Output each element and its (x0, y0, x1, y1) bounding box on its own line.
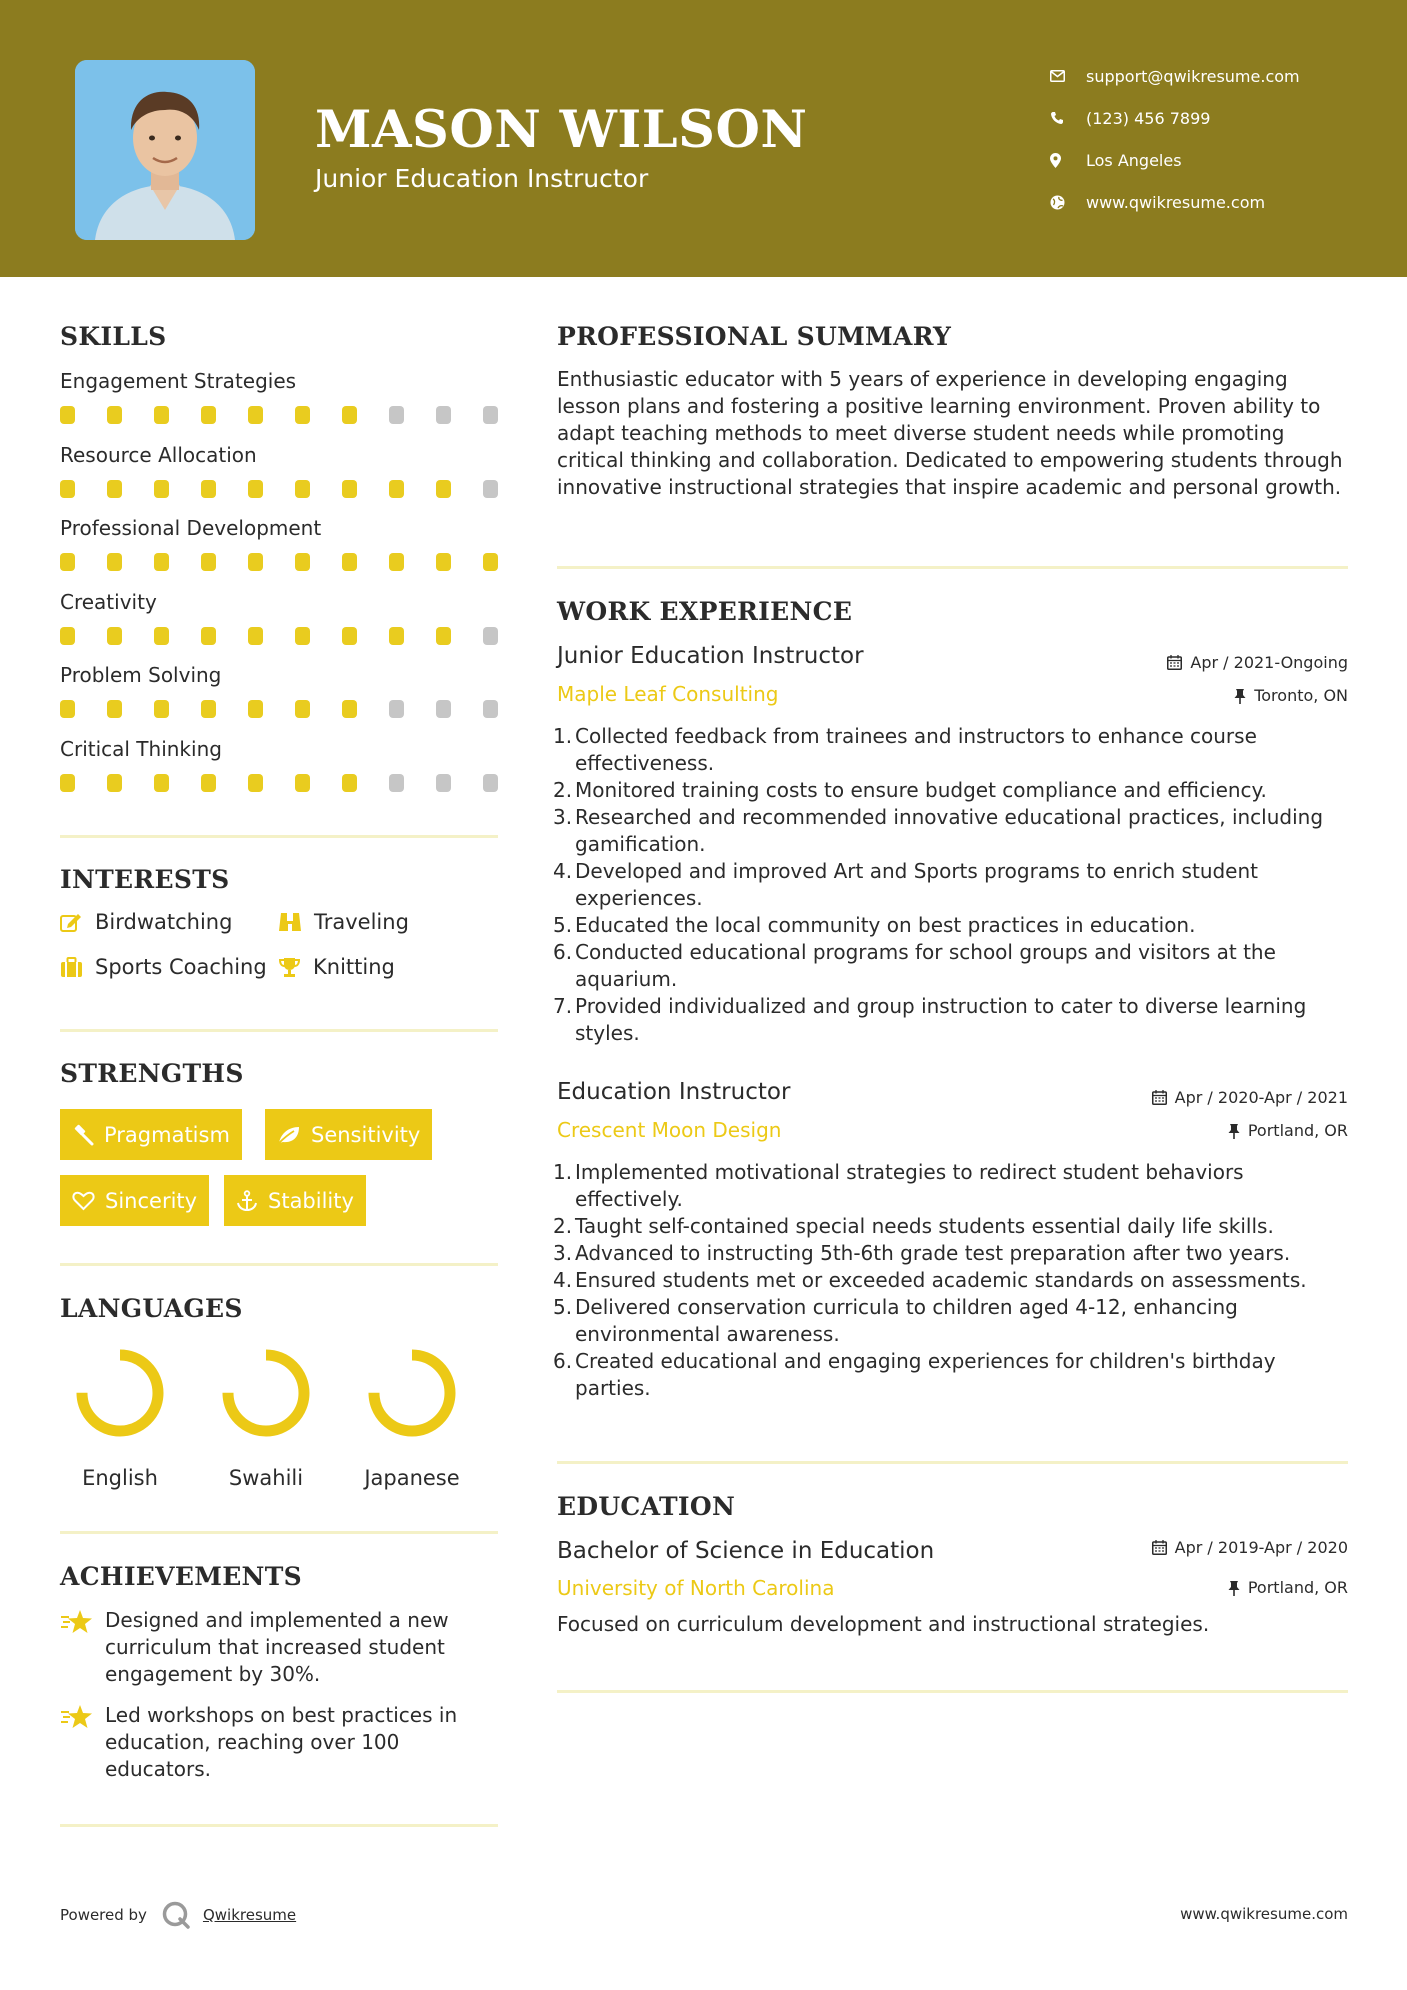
bullet-number: 6. (553, 1349, 573, 1373)
skill-dot-filled (154, 774, 169, 792)
job-bullet (553, 777, 1353, 804)
job-bullet (553, 1240, 1353, 1267)
interests-heading: INTERESTS (60, 865, 230, 894)
job-company: Crescent Moon Design (557, 1118, 782, 1142)
skill-rating (60, 480, 500, 498)
language-item (60, 1348, 180, 1490)
interest-item (60, 955, 267, 979)
skill-dot-filled (295, 774, 310, 792)
bullet-number: 2. (553, 1214, 573, 1238)
job-location-text: Toronto, ON (1254, 686, 1348, 705)
candidate-name: MASON WILSON (315, 100, 808, 160)
achievement-text: Designed and implemented a new curriculum that increased student engagement by 30%. (105, 1608, 449, 1686)
job-dates-text: Apr / 2021-Ongoing (1190, 653, 1348, 672)
job-dates-text: Apr / 2020-Apr / 2021 (1174, 1088, 1348, 1107)
education-location-text: Portland, OR (1247, 1578, 1348, 1597)
skill-rating (60, 627, 500, 645)
skill-label: Engagement Strategies (60, 369, 297, 393)
job-bullet-list (553, 723, 1353, 1047)
strength-tag (60, 1175, 209, 1226)
bullet-number: 1. (553, 1160, 573, 1184)
job-bullet (553, 804, 1353, 858)
section-divider (557, 1461, 1348, 1464)
skill-dot-filled (201, 406, 216, 424)
section-divider (557, 566, 1348, 569)
profile-photo (75, 60, 255, 240)
language-ring (68, 1348, 172, 1438)
skill-dot-empty (483, 627, 498, 645)
heart-icon (72, 1191, 95, 1211)
skill-dot-filled (154, 406, 169, 424)
education-dates-text: Apr / 2019-Apr / 2020 (1174, 1538, 1348, 1557)
footer-powered-by (60, 1900, 296, 1930)
job-location (1234, 686, 1348, 705)
skill-dot-empty (483, 480, 498, 498)
skill-dot-filled (201, 627, 216, 645)
job-location-text: Portland, OR (1247, 1121, 1348, 1140)
pushpin-icon (1234, 688, 1246, 704)
skill-dot-filled (107, 480, 122, 498)
strengths-heading: STRENGTHS (60, 1059, 244, 1088)
skill-label: Critical Thinking (60, 737, 222, 761)
powered-by-text: Powered by (60, 1906, 147, 1924)
language-item (206, 1348, 326, 1490)
anchor-icon (236, 1190, 258, 1212)
language-ring (360, 1348, 464, 1438)
resume-header (0, 0, 1407, 277)
skill-dot-filled (60, 774, 75, 792)
bullet-number: 2. (553, 778, 573, 802)
contact-info (1050, 55, 1390, 223)
skill-dot-filled (342, 627, 357, 645)
skill-dot-filled (436, 553, 451, 571)
skill-dot-filled (295, 406, 310, 424)
skill-dot-filled (107, 406, 122, 424)
bullet-text: Researched and recommended innovative educational practices, including gamification. (575, 805, 1324, 856)
calendar-icon (1152, 1540, 1167, 1555)
skill-rating (60, 700, 500, 718)
skill-dot-filled (342, 406, 357, 424)
skill-dot-filled (342, 774, 357, 792)
skill-dot-filled (154, 553, 169, 571)
section-divider (60, 1824, 498, 1827)
skill-dot-filled (342, 700, 357, 718)
education-degree: Bachelor of Science in Education (557, 1538, 935, 1564)
skill-dot-filled (295, 480, 310, 498)
skill-dot-filled (107, 774, 122, 792)
interest-item (278, 910, 409, 934)
skill-dot-filled (248, 774, 263, 792)
skill-label: Creativity (60, 590, 157, 614)
skill-dot-filled (201, 774, 216, 792)
skill-dot-empty (389, 700, 404, 718)
education-school: University of North Carolina (557, 1576, 835, 1600)
skill-dot-empty (389, 774, 404, 792)
skill-dot-filled (107, 700, 122, 718)
job-bullet (553, 939, 1353, 993)
skill-dot-filled (295, 553, 310, 571)
job-dates (1152, 1088, 1348, 1107)
bullet-text: Implemented motivational strategies to redirect student behaviors effectively. (575, 1160, 1244, 1211)
skill-dot-filled (60, 700, 75, 718)
envelope-icon (1050, 70, 1086, 82)
map-pin-icon (1050, 153, 1086, 168)
skill-dot-filled (436, 480, 451, 498)
interest-item (60, 910, 232, 934)
job-title: Junior Education Instructor (557, 643, 864, 669)
avatar-illustration (75, 60, 255, 240)
interest-label: Traveling (314, 910, 409, 934)
skill-dot-filled (60, 480, 75, 498)
skill-rating (60, 553, 500, 571)
skill-dot-filled (60, 627, 75, 645)
skill-label: Problem Solving (60, 663, 222, 687)
bullet-text: Educated the local community on best practices in education. (575, 913, 1196, 937)
job-company: Maple Leaf Consulting (557, 682, 779, 706)
skill-dot-empty (436, 774, 451, 792)
contact-website[interactable] (1050, 181, 1390, 223)
skill-dot-filled (436, 627, 451, 645)
skill-dot-filled (389, 627, 404, 645)
bullet-text: Developed and improved Art and Sports programs to enrich student experiences. (575, 859, 1259, 910)
skill-dot-empty (436, 700, 451, 718)
pushpin-icon (1228, 1123, 1240, 1139)
phone-icon (1050, 111, 1086, 125)
skill-dot-filled (154, 627, 169, 645)
star-icon (60, 1702, 105, 1783)
languages-heading: LANGUAGES (60, 1294, 243, 1323)
contact-location (1050, 139, 1390, 181)
job-bullet (553, 1213, 1353, 1240)
interest-label: Birdwatching (95, 910, 233, 934)
interest-item (278, 955, 395, 979)
language-ring (214, 1348, 318, 1438)
skill-dot-filled (248, 553, 263, 571)
section-divider (60, 1029, 498, 1032)
summary-heading: PROFESSIONAL SUMMARY (557, 322, 952, 351)
skill-dot-filled (248, 480, 263, 498)
email-text: support@qwikresume.com (1086, 66, 1300, 86)
achievement-item (60, 1607, 500, 1688)
edit-icon (60, 912, 83, 933)
candidate-role: Junior Education Instructor (315, 164, 649, 193)
strength-label: Pragmatism (104, 1122, 230, 1147)
bullet-number: 3. (553, 1241, 573, 1265)
strength-label: Sensitivity (311, 1122, 421, 1147)
skill-dot-filled (201, 553, 216, 571)
bullet-text: Provided individualized and group instruction to cater to diverse learning styles. (575, 994, 1307, 1045)
language-level-arc (374, 1355, 450, 1431)
strength-label: Stability (268, 1188, 354, 1213)
skill-dot-filled (201, 700, 216, 718)
strength-tag (265, 1109, 432, 1160)
job-bullet (553, 858, 1353, 912)
language-label: English (82, 1466, 158, 1490)
job-bullet (553, 1267, 1353, 1294)
job-bullet (553, 912, 1353, 939)
bullet-text: Conducted educational programs for school groups and visitors at the aquarium. (575, 940, 1276, 991)
job-bullet (553, 723, 1353, 777)
job-bullet (553, 1159, 1353, 1213)
strength-label: Sincerity (105, 1188, 198, 1213)
experience-heading: WORK EXPERIENCE (557, 597, 853, 626)
strength-tag (224, 1175, 366, 1226)
bullet-text: Taught self-contained special needs students essential daily life skills. (575, 1214, 1274, 1238)
bullet-number: 3. (553, 805, 573, 829)
footer-website[interactable]: www.qwikresume.com (1180, 1905, 1348, 1923)
skill-dot-filled (154, 700, 169, 718)
bullet-number: 7. (553, 994, 573, 1018)
language-item (352, 1348, 472, 1490)
binoculars-icon (278, 911, 302, 933)
website-text: www.qwikresume.com (1086, 192, 1266, 212)
achievements-heading: ACHIEVEMENTS (60, 1562, 302, 1591)
skill-dot-empty (436, 406, 451, 424)
section-divider (60, 1263, 498, 1266)
bullet-number: 4. (553, 1268, 573, 1292)
section-divider (60, 1531, 498, 1534)
bullet-number: 4. (553, 859, 573, 883)
skill-dot-filled (248, 700, 263, 718)
skill-dot-filled (342, 480, 357, 498)
skill-dot-empty (389, 406, 404, 424)
skill-label: Resource Allocation (60, 443, 257, 467)
education-location (1228, 1578, 1348, 1597)
skill-dot-empty (483, 406, 498, 424)
skill-dot-filled (342, 553, 357, 571)
job-bullet (553, 993, 1353, 1047)
education-dates (1152, 1538, 1348, 1557)
bullet-number: 5. (553, 913, 573, 937)
location-text: Los Angeles (1086, 150, 1182, 170)
qwikresume-link[interactable]: Qwikresume (202, 1906, 297, 1924)
skill-dot-empty (483, 774, 498, 792)
language-level-arc (228, 1355, 304, 1431)
skill-dot-filled (248, 627, 263, 645)
language-label: Japanese (364, 1466, 460, 1490)
job-location (1228, 1121, 1348, 1140)
bullet-text: Collected feedback from trainees and instructors to enhance course effectiveness. (575, 724, 1257, 775)
interest-label: Sports Coaching (95, 955, 267, 979)
bullet-text: Delivered conservation curricula to children aged 4-12, enhancing environmental awareness. (575, 1295, 1238, 1346)
language-label: Swahili (228, 1466, 304, 1490)
skill-label: Professional Development (60, 516, 322, 540)
globe-icon (1050, 195, 1086, 210)
pushpin-icon (1228, 1580, 1240, 1596)
job-bullet-list (553, 1159, 1353, 1402)
phone-text: (123) 456 7899 (1086, 108, 1211, 128)
skill-rating (60, 774, 500, 792)
strength-tag (60, 1109, 242, 1160)
skill-dot-filled (295, 700, 310, 718)
skill-dot-filled (154, 480, 169, 498)
bullet-number: 1. (553, 724, 573, 748)
skill-dot-empty (483, 700, 498, 718)
skill-dot-filled (248, 406, 263, 424)
briefcase-icon (60, 957, 83, 978)
skill-dot-filled (389, 480, 404, 498)
bullet-text: Created educational and engaging experiences for children's birthday parties. (575, 1349, 1276, 1400)
section-divider (60, 835, 498, 838)
education-description: Focused on curriculum development and instructional strategies. (557, 1612, 1210, 1636)
gavel-icon (72, 1124, 94, 1146)
summary-text: Enthusiastic educator with 5 years of experience in developing engaging lesson plans and fostering a positive learning environment. Proven ability to adapt teaching methods to meet diverse student needs while promoting critical thinking and collaboration. Dedicated to empowering students through innovative instructional strategies that inspire academic and personal growth. (557, 367, 1343, 499)
language-level-arc (82, 1355, 158, 1431)
trophy-icon (278, 957, 301, 978)
bullet-text: Advanced to instructing 5th-6th grade test preparation after two years. (575, 1241, 1291, 1265)
job-dates (1167, 653, 1348, 672)
star-icon (60, 1607, 105, 1688)
skill-dot-filled (201, 480, 216, 498)
calendar-icon (1167, 655, 1182, 670)
skill-dot-filled (60, 406, 75, 424)
contact-phone[interactable] (1050, 97, 1390, 139)
bullet-text: Monitored training costs to ensure budget compliance and efficiency. (575, 778, 1267, 802)
skill-dot-filled (483, 553, 498, 571)
achievement-text: Led workshops on best practices in education, reaching over 100 educators. (105, 1703, 458, 1781)
skill-dot-filled (389, 553, 404, 571)
skill-dot-filled (60, 553, 75, 571)
education-heading: EDUCATION (557, 1492, 736, 1521)
achievement-item (60, 1702, 500, 1783)
job-bullet (553, 1294, 1353, 1348)
bullet-number: 5. (553, 1295, 573, 1319)
skill-rating (60, 406, 500, 424)
job-bullet (553, 1348, 1353, 1402)
interest-label: Knitting (313, 955, 395, 979)
skill-dot-filled (295, 627, 310, 645)
skills-heading: SKILLS (60, 322, 167, 351)
calendar-icon (1152, 1090, 1167, 1105)
job-title: Education Instructor (557, 1079, 791, 1105)
section-divider (557, 1690, 1348, 1693)
contact-email[interactable] (1050, 55, 1390, 97)
skill-dot-filled (107, 627, 122, 645)
skill-dot-filled (107, 553, 122, 571)
qwikresume-logo-icon (161, 1900, 193, 1930)
bullet-number: 6. (553, 940, 573, 964)
bullet-text: Ensured students met or exceeded academic standards on assessments. (575, 1268, 1307, 1292)
leaf-icon (277, 1125, 301, 1145)
